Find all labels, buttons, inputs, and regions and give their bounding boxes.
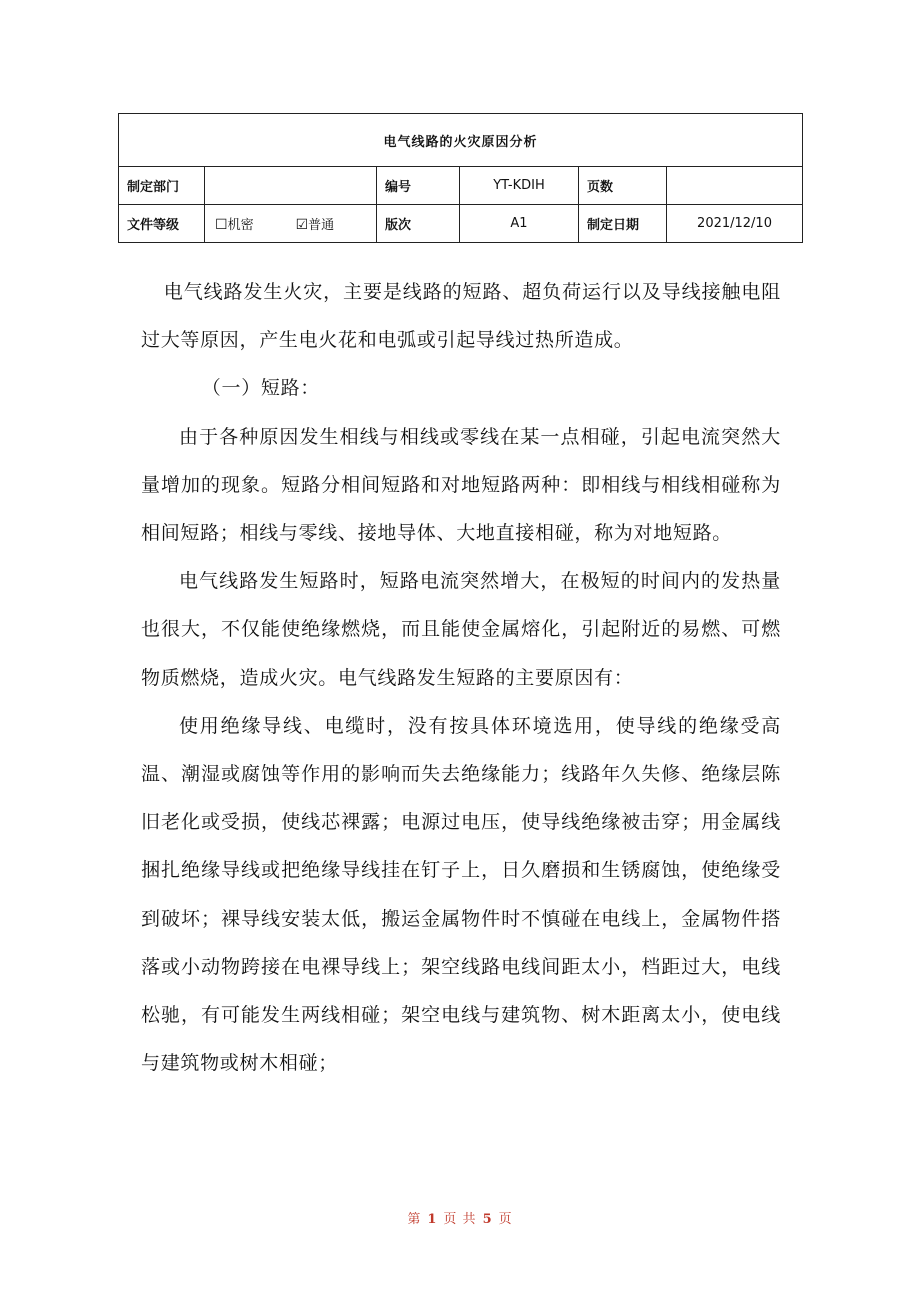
paragraph-intro: 电气线路发生火灾，主要是线路的短路、超负荷运行以及导线接触电阻过大等原因，产生电火花和电弧或引起导线过热所造成。	[141, 281, 781, 352]
normal-checkbox-checked-icon: ☑	[295, 217, 309, 233]
paragraph-definition: 由于各种原因发生相线与相线或零线在某一点相碰，引起电流突然大量增加的现象。短路分相间短路和对地短路两种：即相线与相线相碰称为相间短路；相线与零线、接地导体、大地直接相碰，称为对地短路。	[141, 425, 781, 545]
level-label: 文件等级	[119, 205, 205, 243]
document-title: 电气线路的火灾原因分析	[119, 114, 803, 167]
footer-prefix: 第	[407, 1212, 422, 1227]
footer-middle: 页 共	[443, 1212, 477, 1227]
pages-label: 页数	[579, 167, 667, 205]
version-label: 版次	[377, 205, 460, 243]
confidential-checkbox-icon: ☐	[215, 217, 228, 233]
date-label: 制定日期	[579, 205, 667, 243]
level-options	[205, 205, 377, 243]
code-value: YT-KDIH	[460, 167, 579, 205]
page-footer	[0, 1208, 920, 1227]
date-value: 2021/12/10	[667, 205, 803, 243]
footer-total-pages: 5	[482, 1212, 493, 1227]
paragraph-causes: 使用绝缘导线、电缆时，没有按具体环境选用，使导线的绝缘受高温、潮湿或腐蚀等作用的影响而失去绝缘能力；线路年久失修、绝缘层陈旧老化或受损，使线芯裸露；电源过电压，使导线绝缘被击穿；用金属线捆扎绝缘导线或把绝缘导线挂在钉子上，日久磨损和生锈腐蚀，使绝缘受到破坏；裸导线安装太低，搬运金属物件时不慎碰在电线上，金属物件搭落或小动物跨接在电裸导线上；架空线路电线间距太小，档距过大，电线松驰，有可能发生两线相碰；架空电线与建筑物、树木距离太小，使电线与建筑物或树木相碰；	[141, 714, 781, 1075]
level-option-normal: 普通	[308, 218, 335, 233]
document-info-table	[118, 113, 803, 243]
level-option-confidential: 机密	[227, 218, 254, 233]
dept-label: 制定部门	[119, 167, 205, 205]
section-heading-short-circuit: （一）短路：	[201, 377, 320, 400]
dept-value	[205, 167, 377, 205]
document-body	[141, 268, 781, 1087]
pages-value	[667, 167, 803, 205]
footer-suffix: 页	[498, 1212, 513, 1227]
code-label: 编号	[377, 167, 460, 205]
version-value: A1	[460, 205, 579, 243]
footer-page-number: 1	[427, 1212, 438, 1227]
paragraph-effects: 电气线路发生短路时，短路电流突然增大，在极短的时间内的发热量也很大，不仅能使绝缘燃烧，而且能使金属熔化，引起附近的易燃、可燃物质燃烧，造成火灾。电气线路发生短路的主要原因有：	[141, 570, 781, 689]
